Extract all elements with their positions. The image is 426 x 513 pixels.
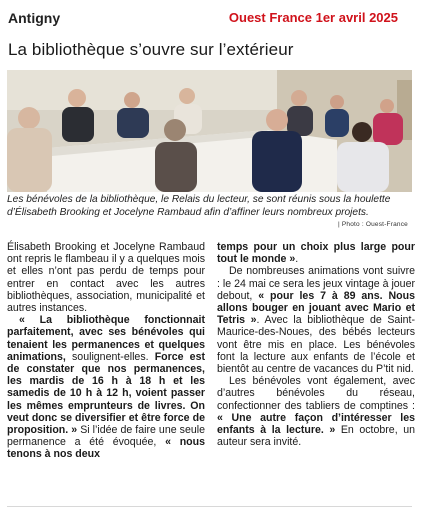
article-photo [7, 70, 412, 192]
locality-label: Antigny [8, 10, 61, 26]
photo-caption: Les bénévoles de la bibliothèque, le Relais du lecteur, se sont réunis sous la houlette d’Élisabeth Brooking et Jocelyne Rambaud afin d’affiner leurs nombreux projets. [7, 194, 391, 218]
photo-illustration [7, 70, 412, 192]
paragraph-2-continued: temps pour un choix plus large pour tout le monde ». [217, 241, 415, 266]
source-label: Ouest France 1er avril 2025 [228, 10, 398, 25]
article-column-1 [7, 241, 205, 461]
paragraph-1: Élisabeth Brooking et Jocelyne Rambaud ont repris le flambeau il y a quelques mois et elles n’ont pas perdu de temps pour entrer en contact avec les autres bibliothèques, association, municipalité et autres instances. [7, 241, 205, 315]
paragraph-2: « La bibliothèque fonctionnait parfaitement, avec ses bénévoles qui tenaient les permanences et quelques animations, soulignent-elles. Force est de constater que nos permanences, les mardis de 16 h à 18 h et les samedis de 10 h à 12 h, voient passer les mêmes emprunteurs de livres. On veut donc se diversifier et être force de proposition. » Si l’idée de faire une seule permanence a été évoquée, « nous tenons à nos deux [7, 314, 205, 461]
bottom-divider [7, 506, 412, 507]
paragraph-3: De nombreuses animations vont suivre : le 24 mai ce sera les jeux vintage à jouer debout, « pour les 7 à 89 ans. Nous allons bouger en jouant avec Mario et Tetris ». Avec la bibliothèque de Saint-Maurice-des-Noues, des bébés lecteurs vont être mis en place. Les bénévoles font la lecture aux enfants de l’école et bientôt au centre de vacances du P’tit nid. [217, 265, 415, 376]
article-headline: La bibliothèque s’ouvre sur l’extérieur [8, 40, 294, 59]
paragraph-4: Les bénévoles vont également, avec d’autres bénévoles du réseau, confectionner des tabliers de comptines : « Une autre façon d’intéresser les enfants à la lecture. » En octobre, un auteur sera invité. [217, 375, 415, 449]
article-column-2 [217, 241, 415, 448]
quote-continued: « nous tenons à nos deux [7, 436, 205, 461]
photo-credit: | Photo : Ouest-France [337, 221, 408, 228]
article-header [8, 10, 418, 30]
